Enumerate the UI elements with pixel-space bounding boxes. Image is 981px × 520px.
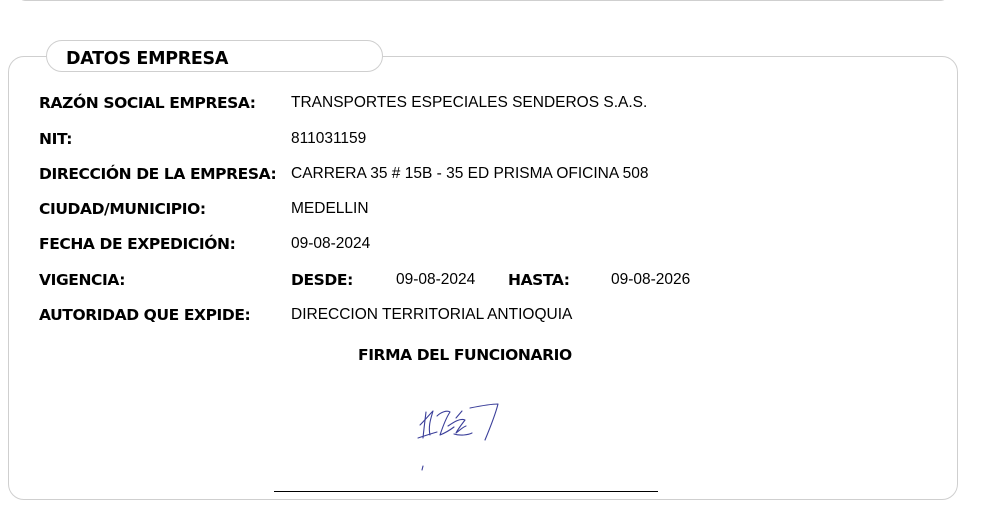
- direccion-value: CARRERA 35 # 15B - 35 ED PRISMA OFICINA 508: [291, 165, 649, 182]
- vigencia-label: VIGENCIA:: [39, 271, 126, 289]
- previous-section-box: [16, 0, 950, 1]
- autoridad-label: AUTORIDAD QUE EXPIDE:: [39, 306, 251, 324]
- desde-label: DESDE:: [291, 271, 353, 289]
- ciudad-label: CIUDAD/MUNICIPIO:: [39, 200, 206, 218]
- nit-value: 811031159: [291, 130, 367, 147]
- desde-value: 09-08-2024: [396, 271, 476, 288]
- fecha-expedicion-value: 09-08-2024: [291, 235, 371, 252]
- autoridad-value: DIRECCION TERRITORIAL ANTIOQUIA: [291, 306, 573, 323]
- nit-label: NIT:: [39, 130, 73, 148]
- handwritten-signature: [410, 398, 510, 478]
- signature-line: [274, 491, 658, 492]
- section-title: DATOS EMPRESA: [66, 49, 229, 69]
- direccion-label: DIRECCIÓN DE LA EMPRESA:: [39, 165, 277, 183]
- hasta-value: 09-08-2026: [611, 271, 691, 288]
- razon-social-value: TRANSPORTES ESPECIALES SENDEROS S.A.S.: [291, 94, 648, 111]
- razon-social-label: RAZÓN SOCIAL EMPRESA:: [39, 94, 256, 112]
- firma-label: FIRMA DEL FUNCIONARIO: [358, 346, 572, 364]
- fecha-expedicion-label: FECHA DE EXPEDICIÓN:: [39, 235, 236, 253]
- hasta-label: HASTA:: [508, 271, 570, 289]
- ciudad-value: MEDELLIN: [291, 200, 369, 217]
